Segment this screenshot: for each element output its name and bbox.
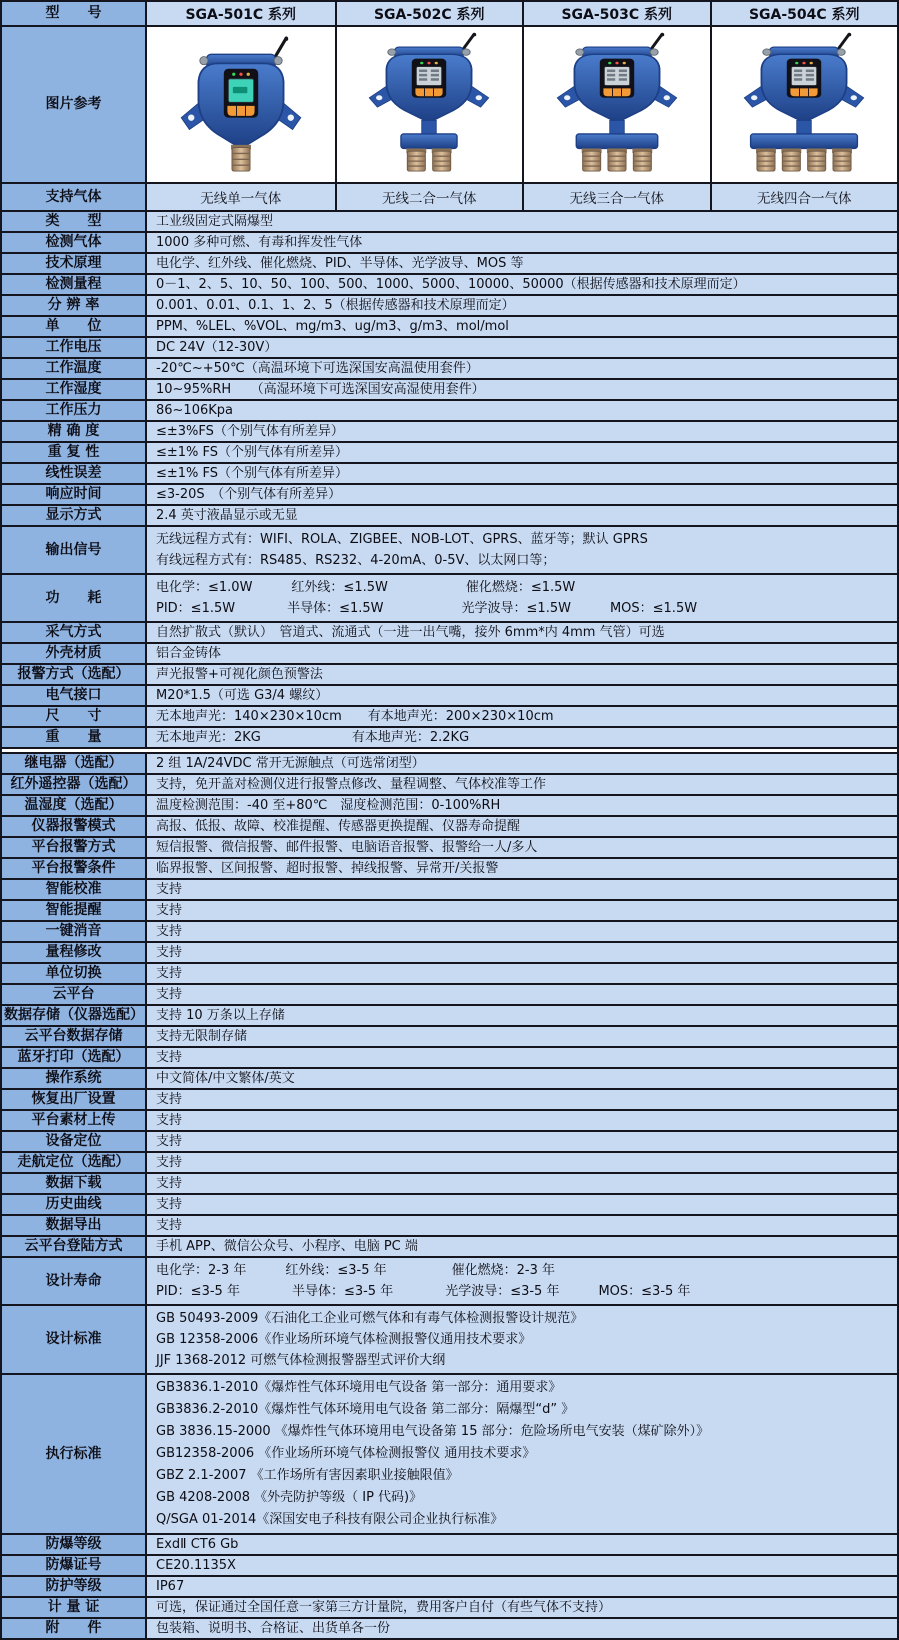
spec-value-line: 支持 xyxy=(156,903,183,918)
spec-value-line: 支持 xyxy=(156,1176,183,1191)
spec-row xyxy=(2,401,897,422)
spec-row xyxy=(2,1153,897,1174)
spec-row xyxy=(2,775,897,796)
spec-row-value xyxy=(147,644,897,663)
spec-row-label: 电气接口 xyxy=(2,686,147,705)
spec-row-value xyxy=(147,838,897,857)
spec-value-line: PPM、%LEL、%VOL、mg/m3、ug/m3、g/m3、mol/mol xyxy=(156,319,509,334)
spec-row-value xyxy=(147,1132,897,1151)
spec-row xyxy=(2,665,897,686)
spec-row-value xyxy=(147,1048,897,1067)
spec-value-line: GB 12358-2006《作业场所环境气体检测报警仪通用技术要求》 xyxy=(156,1332,532,1347)
spec-value-line: 高报、低报、故障、校准提醒、传感器更换提醒、仪器寿命提醒 xyxy=(156,819,521,834)
spec-value-line: 支持 xyxy=(156,1197,183,1212)
spec-row-value xyxy=(147,317,897,336)
spec-value-line: JJF 1368-2012 可燃气体检测报警器型式评价大纲 xyxy=(156,1353,446,1368)
spec-row-value xyxy=(147,754,897,773)
spec-value-line: GBZ 2.1-2007 《工作场所有害因素职业接触限值》 xyxy=(156,1468,459,1483)
spec-row xyxy=(2,817,897,838)
gas-cell: 无线三合一气体 xyxy=(522,184,710,210)
spec-row-label: 数据下载 xyxy=(2,1174,147,1193)
spec-row-value xyxy=(147,1111,897,1130)
spec-row-label: 防爆等级 xyxy=(2,1535,147,1554)
spec-value-line: 支持 xyxy=(156,1134,183,1149)
spec-row-label: 输出信号 xyxy=(2,527,147,573)
spec-row xyxy=(2,1577,897,1598)
spec-row xyxy=(2,1619,897,1638)
spec-row-label: 防爆证号 xyxy=(2,1556,147,1575)
spec-row xyxy=(2,275,897,296)
spec-row-label: 精 确 度 xyxy=(2,422,147,441)
spec-row-value xyxy=(147,1577,897,1596)
spec-row xyxy=(2,1306,897,1375)
spec-value-line: 支持无限制存储 xyxy=(156,1029,248,1044)
spec-value-line: 自然扩散式（默认） 管道式、流通式（一进一出气嘴，接外 6mm*内 4mm 气管）可选 xyxy=(156,625,665,640)
spec-value-line: ExdⅡ CT6 Gb xyxy=(156,1537,239,1552)
spec-row xyxy=(2,985,897,1006)
spec-value-line: 手机 APP、微信公众号、小程序、电脑 PC 端 xyxy=(156,1239,418,1254)
spec-row xyxy=(2,1237,897,1258)
spec-value-line: 支持 xyxy=(156,1113,183,1128)
spec-value-line: 支持 xyxy=(156,987,183,1002)
spec-row-value xyxy=(147,485,897,504)
model-header-cell: SGA-502C 系列 xyxy=(335,2,523,25)
gas-detector-single-sensor-icon xyxy=(155,30,327,180)
spec-value-line: 支持 xyxy=(156,966,183,981)
spec-row xyxy=(2,1048,897,1069)
spec-row-value xyxy=(147,380,897,399)
spec-row-value xyxy=(147,1237,897,1256)
gas-detector-four-sensor-icon xyxy=(718,30,890,180)
spec-row-label: 线性误差 xyxy=(2,464,147,483)
spec-row-value xyxy=(147,212,897,231)
spec-row-label: 平台素材上传 xyxy=(2,1111,147,1130)
spec-row-label: 显示方式 xyxy=(2,506,147,525)
spec-value-line: PID：≤1.5W 半导体：≤1.5W 光学波导：≤1.5W MOS：≤1.5W xyxy=(156,601,698,616)
spec-row xyxy=(2,338,897,359)
spec-row xyxy=(2,527,897,575)
spec-value-line: PID：≤3-5 年 半导体：≤3-5 年 光学波导：≤3-5 年 MOS：≤3-5 年 xyxy=(156,1284,691,1299)
spec-row-value xyxy=(147,665,897,684)
spec-row xyxy=(2,838,897,859)
spec-row-value xyxy=(147,464,897,483)
spec-row-label: 响应时间 xyxy=(2,485,147,504)
spec-row-label: 量程修改 xyxy=(2,943,147,962)
spec-row-label: 平台报警方式 xyxy=(2,838,147,857)
model-header-cell: SGA-501C 系列 xyxy=(147,2,335,25)
spec-row xyxy=(2,623,897,644)
spec-row-value xyxy=(147,686,897,705)
spec-row-label: 执行标准 xyxy=(2,1375,147,1533)
spec-row xyxy=(2,422,897,443)
model-header-cell: SGA-503C 系列 xyxy=(522,2,710,25)
spec-value-line: 86~106Kpa xyxy=(156,403,233,418)
spec-row-value xyxy=(147,506,897,525)
spec-row-value xyxy=(147,859,897,878)
spec-row-label: 计 量 证 xyxy=(2,1598,147,1617)
spec-row-label: 走航定位（选配） xyxy=(2,1153,147,1172)
spec-row xyxy=(2,1556,897,1577)
spec-value-line: 支持 xyxy=(156,1050,183,1065)
spec-row-value xyxy=(147,1598,897,1617)
spec-row-label: 设计寿命 xyxy=(2,1258,147,1304)
image-row xyxy=(2,27,897,184)
spec-row-label: 温湿度（选配） xyxy=(2,796,147,815)
spec-value-line: 支持 xyxy=(156,1155,183,1170)
spec-row-value xyxy=(147,817,897,836)
device-image-cell xyxy=(522,27,710,182)
spec-row-label: 尺 寸 xyxy=(2,707,147,726)
gas-row xyxy=(2,184,897,212)
spec-row-label: 历史曲线 xyxy=(2,1195,147,1214)
spec-row xyxy=(2,317,897,338)
gas-detector-three-sensor-icon xyxy=(531,30,703,180)
device-images xyxy=(147,27,897,182)
spec-row-label: 报警方式（选配） xyxy=(2,665,147,684)
spec-value-line: 铝合金铸体 xyxy=(156,646,222,661)
spec-row-label: 外壳材质 xyxy=(2,644,147,663)
spec-value-line: 声光报警+可视化颜色预警法 xyxy=(156,667,323,682)
spec-row xyxy=(2,1006,897,1027)
spec-row xyxy=(2,964,897,985)
spec-row xyxy=(2,644,897,665)
spec-row xyxy=(2,296,897,317)
spec-row-label: 技术原理 xyxy=(2,254,147,273)
spec-value-line: 有线远程方式有：RS485、RS232、4-20mA、0-5V、以太网口等； xyxy=(156,553,556,568)
spec-row xyxy=(2,1195,897,1216)
spec-row-label: 工作电压 xyxy=(2,338,147,357)
spec-value-line: GB3836.2-2010《爆炸性气体环境用电气设备 第二部分：隔爆型“d” 》 xyxy=(156,1402,575,1417)
spec-row-value xyxy=(147,233,897,252)
spec-row-value xyxy=(147,575,897,621)
spec-row-value xyxy=(147,901,897,920)
spec-row xyxy=(2,485,897,506)
spec-row-value xyxy=(147,1306,897,1373)
spec-row-label: 数据存储（仪器选配） xyxy=(2,1006,147,1025)
spec-row-value xyxy=(147,254,897,273)
spec-row-value xyxy=(147,338,897,357)
model-header-label: 型 号 xyxy=(2,2,147,25)
spec-value-line: GB 3836.15-2000 《爆炸性气体环境用电气设备第 15 部分：危险场所电气安装（煤矿除外）》 xyxy=(156,1424,710,1439)
spec-row xyxy=(2,575,897,623)
spec-row-value xyxy=(147,1069,897,1088)
spec-row-value xyxy=(147,707,897,726)
spec-row xyxy=(2,506,897,527)
spec-row xyxy=(2,1174,897,1195)
spec-row xyxy=(2,859,897,880)
image-row-label: 图片参考 xyxy=(2,27,147,182)
spec-value-line: 无本地声光：2KG 有本地声光：2.2KG xyxy=(156,730,470,745)
spec-row xyxy=(2,1111,897,1132)
device-image-cell xyxy=(335,27,523,182)
spec-row-value xyxy=(147,527,897,573)
spec-row-value xyxy=(147,796,897,815)
spec-row-label: 设计标准 xyxy=(2,1306,147,1373)
spec-row xyxy=(2,1069,897,1090)
spec-row-label: 工作湿度 xyxy=(2,380,147,399)
spec-row-value xyxy=(147,1027,897,1046)
spec-row-label: 类 型 xyxy=(2,212,147,231)
spec-row xyxy=(2,443,897,464)
spec-row xyxy=(2,1027,897,1048)
spec-row-value xyxy=(147,1216,897,1235)
spec-row-label: 检测气体 xyxy=(2,233,147,252)
spec-row xyxy=(2,233,897,254)
spec-row xyxy=(2,1535,897,1556)
spec-row-value xyxy=(147,1174,897,1193)
spec-row-label: 平台报警条件 xyxy=(2,859,147,878)
spec-row xyxy=(2,901,897,922)
spec-row-label: 数据导出 xyxy=(2,1216,147,1235)
spec-row-label: 重 量 xyxy=(2,728,147,747)
spec-value-line: M20*1.5（可选 G3/4 螺纹） xyxy=(156,688,329,703)
spec-row xyxy=(2,943,897,964)
spec-row-label: 红外遥控器（选配） xyxy=(2,775,147,794)
spec-value-line: 支持 10 万条以上存储 xyxy=(156,1008,285,1023)
model-header-row xyxy=(2,2,897,27)
spec-row-value xyxy=(147,1006,897,1025)
spec-row-label: 蓝牙打印（选配） xyxy=(2,1048,147,1067)
spec-row-label: 分 辨 率 xyxy=(2,296,147,315)
spec-row-label: 防护等级 xyxy=(2,1577,147,1596)
spec-row-label: 仪器报警模式 xyxy=(2,817,147,836)
spec-row-value xyxy=(147,296,897,315)
spec-row-label: 单 位 xyxy=(2,317,147,336)
spec-row-value xyxy=(147,985,897,1004)
spec-value-line: 短信报警、微信报警、邮件报警、电脑语音报警、报警给一人/多人 xyxy=(156,840,538,855)
spec-row-label: 重 复 性 xyxy=(2,443,147,462)
model-header-cells xyxy=(147,2,897,25)
spec-row xyxy=(2,728,897,749)
spec-row-value xyxy=(147,623,897,642)
spec-row xyxy=(2,1375,897,1535)
gas-cell: 无线单一气体 xyxy=(147,184,335,210)
spec-row xyxy=(2,1132,897,1153)
spec-value-line: 支持 xyxy=(156,1092,183,1107)
spec-row xyxy=(2,254,897,275)
spec-value-line: CE20.1135X xyxy=(156,1558,236,1573)
spec-row xyxy=(2,754,897,775)
spec-value-line: GB 50493-2009《石油化工企业可燃气体和有毒气体检测报警设计规范》 xyxy=(156,1311,584,1326)
spec-row-value xyxy=(147,443,897,462)
spec-row-value xyxy=(147,401,897,420)
spec-row-label: 云平台数据存储 xyxy=(2,1027,147,1046)
spec-row xyxy=(2,796,897,817)
spec-value-line: DC 24V（12-30V） xyxy=(156,340,278,355)
spec-value-line: 支持 xyxy=(156,1218,183,1233)
spec-value-line: ≤±1% FS（个别气体有所差异） xyxy=(156,445,349,460)
spec-value-line: 无线远程方式有：WIFI、ROLA、ZIGBEE、NOB-LOT、GPRS、蓝牙等；默认 GPRS xyxy=(156,532,648,547)
spec-value-line: 1000 多种可燃、有毒和挥发性气体 xyxy=(156,235,363,250)
spec-value-line: 工业级固定式隔爆型 xyxy=(156,214,274,229)
gas-detector-two-sensor-icon xyxy=(343,30,515,180)
spec-value-line: 可选，保证通过全国任意一家第三方计量院，费用客户自付（有些气体不支持） xyxy=(156,1600,612,1615)
spec-row-label: 附 件 xyxy=(2,1619,147,1638)
spec-rows-section xyxy=(2,212,897,1638)
spec-value-line: Q/SGA 01-2014《深国安电子科技有限公司企业执行标准》 xyxy=(156,1512,504,1527)
device-image-cell xyxy=(710,27,898,182)
spec-row-label: 功 耗 xyxy=(2,575,147,621)
spec-row-value xyxy=(147,943,897,962)
spec-row xyxy=(2,922,897,943)
spec-value-line: -20℃~+50℃（高温环境下可选深国安高温使用套件） xyxy=(156,361,479,376)
spec-value-line: 0.001、0.01、0.1、1、2、5（根据传感器和技术原理而定） xyxy=(156,298,515,313)
spec-value-line: 无本地声光：140×230×10cm 有本地声光：200×230×10cm xyxy=(156,709,554,724)
spec-row xyxy=(2,380,897,401)
spec-row-value xyxy=(147,1375,897,1533)
gas-row-label: 支持气体 xyxy=(2,184,147,210)
spec-row-value xyxy=(147,1153,897,1172)
spec-row-value xyxy=(147,1535,897,1554)
gas-cell: 无线二合一气体 xyxy=(335,184,523,210)
spec-row-value xyxy=(147,359,897,378)
spec-value-line: 支持 xyxy=(156,945,183,960)
spec-value-line: 电化学、红外线、催化燃烧、PID、半导体、光学波导、MOS 等 xyxy=(156,256,524,271)
spec-row-label: 恢复出厂设置 xyxy=(2,1090,147,1109)
spec-row-value xyxy=(147,880,897,899)
spec-row xyxy=(2,707,897,728)
spec-value-line: GB3836.1-2010《爆炸性气体环境用电气设备 第一部分：通用要求》 xyxy=(156,1380,562,1395)
spec-row-label: 云平台 xyxy=(2,985,147,1004)
spec-row-value xyxy=(147,775,897,794)
device-image-cell xyxy=(147,27,335,182)
spec-row-value xyxy=(147,728,897,747)
spec-row-label: 设备定位 xyxy=(2,1132,147,1151)
spec-row xyxy=(2,359,897,380)
spec-row-label: 智能校准 xyxy=(2,880,147,899)
spec-value-line: 中文简体/中文繁体/英文 xyxy=(156,1071,295,1086)
spec-value-line: 临界报警、区间报警、超时报警、掉线报警、异常开/关报警 xyxy=(156,861,499,876)
gas-cell: 无线四合一气体 xyxy=(710,184,898,210)
spec-row xyxy=(2,1598,897,1619)
spec-row-value xyxy=(147,1556,897,1575)
model-header-cell: SGA-504C 系列 xyxy=(710,2,898,25)
spec-row xyxy=(2,1216,897,1237)
spec-value-line: 支持，免开盖对检测仪进行报警点修改、量程调整、气体校准等工作 xyxy=(156,777,547,792)
spec-row-label: 一键消音 xyxy=(2,922,147,941)
spec-row-label: 单位切换 xyxy=(2,964,147,983)
spec-row xyxy=(2,212,897,233)
spec-row xyxy=(2,686,897,707)
spec-row-value xyxy=(147,1090,897,1109)
spec-value-line: ≤±1% FS（个别气体有所差异） xyxy=(156,466,349,481)
spec-row-value xyxy=(147,922,897,941)
spec-row-label: 工作压力 xyxy=(2,401,147,420)
spec-value-line: 电化学：≤1.0W 红外线：≤1.5W 催化燃烧：≤1.5W xyxy=(156,580,576,595)
spec-value-line: GB12358-2006 《作业场所环境气体检测报警仪 通用技术要求》 xyxy=(156,1446,536,1461)
spec-value-line: 2 组 1A/24VDC 常开无源触点（可选常闭型） xyxy=(156,756,425,771)
spec-row-label: 检测量程 xyxy=(2,275,147,294)
spec-row-value xyxy=(147,275,897,294)
spec-value-line: 温度检测范围：-40 至+80℃ 湿度检测范围：0-100%RH xyxy=(156,798,501,813)
spec-value-line: 2.4 英寸液晶显示或无显 xyxy=(156,508,298,523)
spec-value-line: 支持 xyxy=(156,924,183,939)
spec-value-line: 10~95%RH （高湿环境下可选深国安高湿使用套件） xyxy=(156,382,485,397)
spec-row-label: 操作系统 xyxy=(2,1069,147,1088)
spec-row xyxy=(2,464,897,485)
spec-row-value xyxy=(147,422,897,441)
spec-row-label: 智能提醒 xyxy=(2,901,147,920)
spec-value-line: 包装箱、说明书、合格证、出货单各一份 xyxy=(156,1621,391,1636)
spec-row xyxy=(2,1090,897,1111)
spec-row xyxy=(2,880,897,901)
spec-row-value xyxy=(147,964,897,983)
spec-value-line: ≤3-20S （个别气体有所差异） xyxy=(156,487,342,502)
spec-value-line: 支持 xyxy=(156,882,183,897)
spec-value-line: 0－1、2、5、10、50、100、500、1000、5000、10000、50000（根据传感器和技术原理而定） xyxy=(156,277,746,292)
spec-row-value xyxy=(147,1619,897,1638)
spec-row-label: 云平台登陆方式 xyxy=(2,1237,147,1256)
spec-row-value xyxy=(147,1195,897,1214)
spec-row-value xyxy=(147,1258,897,1304)
gas-cells xyxy=(147,184,897,210)
spec-value-line: ≤±3%FS（个别气体有所差异） xyxy=(156,424,344,439)
spec-row-label: 继电器（选配） xyxy=(2,754,147,773)
spec-value-line: 电化学：2-3 年 红外线：≤3-5 年 催化燃烧：2-3 年 xyxy=(156,1263,555,1278)
spec-row xyxy=(2,1258,897,1306)
spec-value-line: IP67 xyxy=(156,1579,185,1594)
spec-row-label: 采气方式 xyxy=(2,623,147,642)
spec-value-line: GB 4208-2008 《外壳防护等级（ IP 代码)》 xyxy=(156,1490,423,1505)
spec-row-label: 工作温度 xyxy=(2,359,147,378)
